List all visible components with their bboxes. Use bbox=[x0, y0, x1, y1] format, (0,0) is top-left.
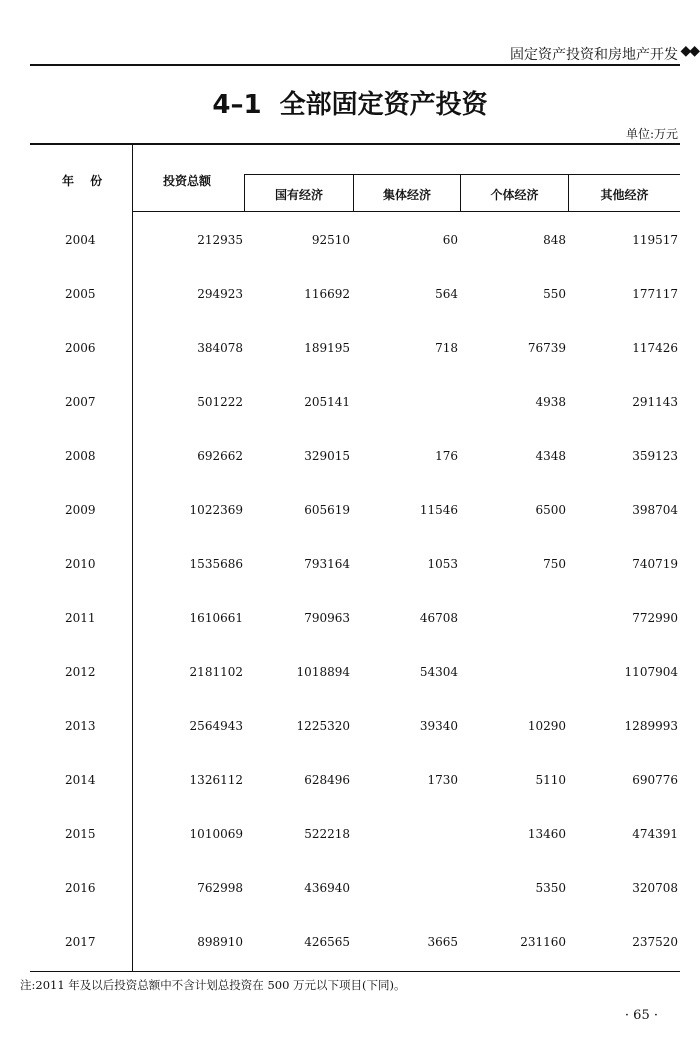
header-rule bbox=[30, 64, 680, 66]
cell-year: 2013 bbox=[65, 719, 96, 733]
cell-state: 628496 bbox=[304, 773, 350, 787]
cell-collective: 718 bbox=[435, 341, 458, 355]
cell-individual: 231160 bbox=[520, 935, 566, 949]
table-number: 4–1 bbox=[212, 90, 262, 120]
table-row bbox=[0, 503, 700, 523]
cell-other: 237520 bbox=[632, 935, 678, 949]
table-row bbox=[0, 827, 700, 847]
cell-state: 426565 bbox=[304, 935, 350, 949]
cell-individual: 5110 bbox=[535, 773, 566, 787]
cell-state: 793164 bbox=[304, 557, 350, 571]
cell-state: 116692 bbox=[304, 287, 350, 301]
cell-other: 690776 bbox=[632, 773, 678, 787]
header-collective: 集体经济 bbox=[382, 188, 431, 202]
cell-individual: 10290 bbox=[527, 719, 566, 733]
cell-other: 119517 bbox=[632, 233, 678, 247]
footnote: 注:2011 年及以后投资总额中不含计划总投资在 500 万元以下项目(下同)。 bbox=[20, 978, 406, 992]
table-row bbox=[0, 719, 700, 739]
running-head: 固定资产投资和房地产开发 bbox=[510, 47, 678, 63]
table-row bbox=[0, 341, 700, 361]
table-row bbox=[0, 557, 700, 577]
cell-collective: 54304 bbox=[419, 665, 458, 679]
cell-state: 522218 bbox=[304, 827, 350, 841]
cell-total: 762998 bbox=[197, 881, 243, 895]
cell-other: 359123 bbox=[632, 449, 678, 463]
cell-total: 1610661 bbox=[189, 611, 243, 625]
header-state: 国有经济 bbox=[274, 188, 323, 202]
cell-state: 92510 bbox=[311, 233, 350, 247]
cell-other: 474391 bbox=[632, 827, 678, 841]
cell-year: 2015 bbox=[65, 827, 96, 841]
cell-individual: 76739 bbox=[527, 341, 566, 355]
cell-other: 1289993 bbox=[624, 719, 678, 733]
cell-collective: 39340 bbox=[419, 719, 458, 733]
page-number: · 65 · bbox=[624, 1008, 658, 1023]
cell-collective: 1053 bbox=[427, 557, 458, 571]
table-row bbox=[0, 449, 700, 469]
cell-total: 898910 bbox=[197, 935, 243, 949]
cell-state: 605619 bbox=[304, 503, 350, 517]
table-row bbox=[0, 935, 700, 955]
cell-individual: 13460 bbox=[527, 827, 566, 841]
cell-year: 2006 bbox=[65, 341, 96, 355]
cell-total: 1022369 bbox=[189, 503, 243, 517]
table-row bbox=[0, 773, 700, 793]
table-title: 全部固定资产投资 bbox=[279, 90, 488, 120]
cell-year: 2017 bbox=[65, 935, 96, 949]
cell-collective: 11546 bbox=[419, 503, 458, 517]
cell-year: 2004 bbox=[65, 233, 96, 247]
diamond-icon: ◆◆ bbox=[680, 43, 698, 59]
cell-individual: 848 bbox=[543, 233, 566, 247]
cell-state: 790963 bbox=[304, 611, 350, 625]
cell-other: 291143 bbox=[632, 395, 678, 409]
cell-individual: 5350 bbox=[535, 881, 566, 895]
cell-other: 772990 bbox=[632, 611, 678, 625]
header-total: 投资总额 bbox=[163, 174, 212, 188]
cell-other: 117426 bbox=[632, 341, 678, 355]
cell-year: 2016 bbox=[65, 881, 96, 895]
table-row bbox=[0, 665, 700, 685]
cell-total: 1010069 bbox=[189, 827, 243, 841]
cell-collective: 1730 bbox=[427, 773, 458, 787]
cell-year: 2012 bbox=[65, 665, 96, 679]
cell-other: 740719 bbox=[632, 557, 678, 571]
header-other: 其他经济 bbox=[600, 188, 649, 202]
cell-state: 436940 bbox=[304, 881, 350, 895]
cell-total: 294923 bbox=[197, 287, 243, 301]
cell-total: 2181102 bbox=[189, 665, 243, 679]
cell-state: 329015 bbox=[304, 449, 350, 463]
table-row bbox=[0, 881, 700, 901]
cell-state: 1225320 bbox=[296, 719, 350, 733]
cell-year: 2009 bbox=[65, 503, 96, 517]
table-bottom-rule bbox=[30, 971, 680, 972]
table-row bbox=[0, 233, 700, 253]
cell-year: 2014 bbox=[65, 773, 96, 787]
subheader-top-rule bbox=[244, 174, 680, 175]
cell-year: 2010 bbox=[65, 557, 96, 571]
table-row bbox=[0, 611, 700, 631]
cell-total: 1326112 bbox=[189, 773, 243, 787]
cell-individual: 4938 bbox=[535, 395, 566, 409]
cell-individual: 6500 bbox=[535, 503, 566, 517]
cell-state: 205141 bbox=[304, 395, 350, 409]
cell-total: 1535686 bbox=[189, 557, 243, 571]
cell-collective: 3665 bbox=[427, 935, 458, 949]
cell-collective: 564 bbox=[435, 287, 458, 301]
cell-year: 2007 bbox=[65, 395, 96, 409]
page-title bbox=[0, 84, 700, 121]
table-top-rule bbox=[30, 143, 680, 145]
cell-collective: 176 bbox=[435, 449, 458, 463]
cell-other: 1107904 bbox=[624, 665, 678, 679]
cell-year: 2011 bbox=[65, 611, 96, 625]
cell-collective: 46708 bbox=[419, 611, 458, 625]
cell-total: 384078 bbox=[197, 341, 243, 355]
cell-individual: 4348 bbox=[535, 449, 566, 463]
cell-total: 212935 bbox=[197, 233, 243, 247]
header-individual: 个体经济 bbox=[490, 188, 539, 202]
cell-other: 398704 bbox=[632, 503, 678, 517]
cell-individual: 550 bbox=[543, 287, 566, 301]
header-year: 年 份 bbox=[62, 174, 109, 188]
cell-total: 501222 bbox=[197, 395, 243, 409]
cell-other: 320708 bbox=[632, 881, 678, 895]
header-bottom-rule bbox=[132, 211, 680, 212]
cell-year: 2008 bbox=[65, 449, 96, 463]
cell-state: 189195 bbox=[304, 341, 350, 355]
cell-individual: 750 bbox=[543, 557, 566, 571]
unit-label: 单位:万元 bbox=[625, 127, 678, 141]
cell-state: 1018894 bbox=[296, 665, 350, 679]
cell-total: 692662 bbox=[197, 449, 243, 463]
cell-year: 2005 bbox=[65, 287, 96, 301]
table-row bbox=[0, 395, 700, 415]
cell-other: 177117 bbox=[632, 287, 678, 301]
table-row bbox=[0, 287, 700, 307]
cell-collective: 60 bbox=[442, 233, 458, 247]
cell-total: 2564943 bbox=[189, 719, 243, 733]
